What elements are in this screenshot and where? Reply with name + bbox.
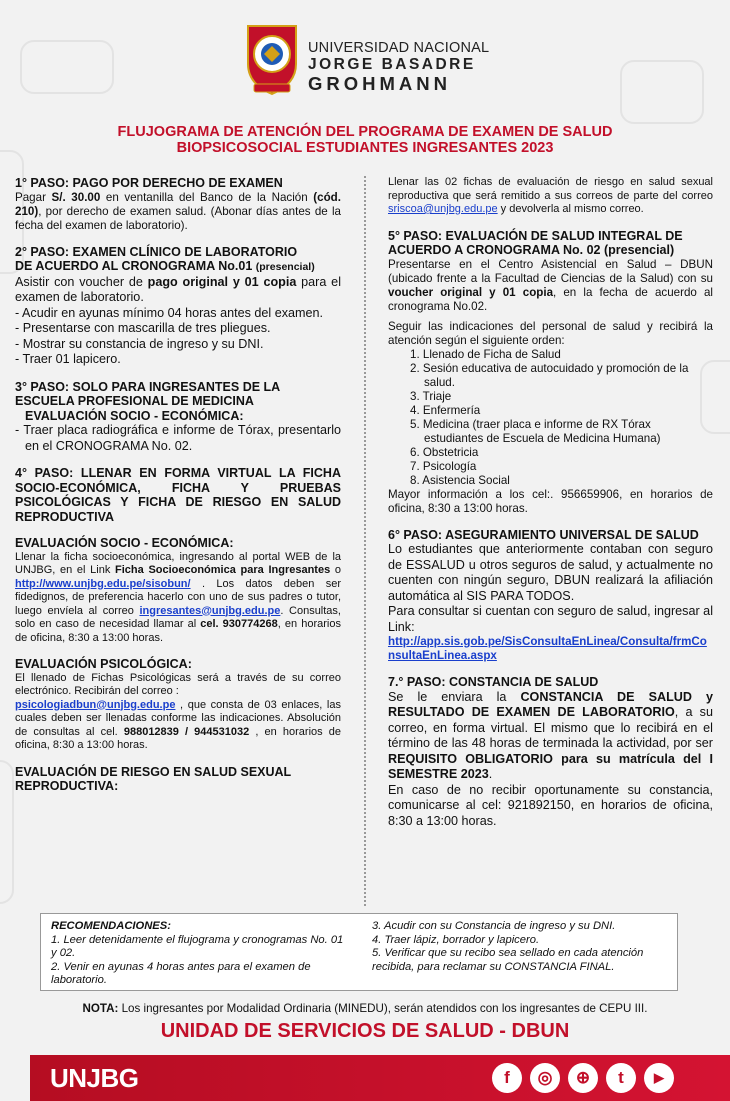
attention-order-list — [388, 348, 713, 488]
recommendations-box — [40, 913, 678, 991]
list-item: 1. Llenado de Ficha de Salud — [410, 347, 561, 361]
step-3-subheading: EVALUACIÓN SOCIO - ECONÓMICA: — [25, 408, 244, 423]
psicologia-email-link[interactable]: psicologiadbun@unjbg.edu.pe — [15, 698, 176, 711]
sriscoa-email-link[interactable]: sriscoa@unjbg.edu.pe — [388, 203, 498, 215]
sisobun-link[interactable]: http://www.unjbg.edu.pe/sisobun/ — [15, 577, 191, 590]
brand-logo: UNJBG — [50, 1063, 139, 1093]
step-4: 4° PASO: LLENAR EN FORMA VIRTUAL LA FICHA SOCIO-ECONÓMICA, FICHA Y PRUEBAS PSICOLÓGICAS Y FICHA DE RIESGO EN SALUD REPRODUCTIVA EVALUACIÓN SOCIO - ECONÓMICA: Llenar la ficha socioeconómica, ingresando al portal WEB de la UNJBG, en el Link Ficha Socioeconómica para Ingresantes o http://www.unjbg.edu.pe/sisobun/ . Los datos deben ser fidedignos, de preferencia hacerlo con uno de sus padres o tutor, luego envíela al correo ingresantes@unjbg.edu.pe. Consultas, solo en caso de necesidad llamar al cel. 930774268, en horarios de oficina, 8:30 a 13:00 horas. EVALUACIÓN PSICOLÓGICA: El llenado de Fichas Psicológicas será a través de su correo electrónico. Recibirán del correo : psicologiadbun@unjbg.edu.pe , que consta de 03 enlaces, las cuales deben ser llenadas conforme las indicaciones. Absolución de consultas al cel. 988012839 / 944531032 , en horarios de oficina, 8:30 a 13:00 horas. EVALUACIÓN DE RIESGO EN SALUD SEXUAL REPRODUCTIVA: — [15, 466, 341, 793]
sexual-risk-heading: EVALUACIÓN DE RIESGO EN SALUD SEXUAL REPRODUCTIVA: — [15, 764, 291, 793]
list-item: 4. Traer lápiz, borrador y lapicero. — [372, 933, 540, 946]
university-name-line3: GROHMANN — [308, 73, 451, 94]
step-7-heading: 7.° PASO: CONSTANCIA DE SALUD — [388, 675, 599, 689]
ingresantes-email-link[interactable]: ingresantes@unjbg.edu.pe — [139, 604, 281, 617]
list-item: 3. Acudir con su Constancia de ingreso y su DNI. — [372, 920, 616, 932]
list-item: 2. Sesión educativa de autocuidado y promoción de la salud. — [410, 361, 689, 389]
twitter-icon[interactable]: t — [606, 1063, 636, 1093]
step-2: 2° PASO: EXAMEN CLÍNICO DE LABORATORIO DE ACUERDO AL CRONOGRAMA No.01 (presencial) Asistir con voucher de pago original y 01 copia para el examen de laboratorio. - Acudir en ayunas mínimo 04 horas antes del examen. - Presentarse con mascarilla de tres pliegues. - Mostrar su constancia de ingreso y su DNI. - Traer 01 lapicero. — [15, 244, 341, 366]
step-3 — [15, 380, 341, 455]
instagram-icon[interactable]: ◎ — [530, 1063, 560, 1093]
note: NOTA: Los ingresantes por Modalidad Ordinaria (MINEDU), serán atendidos con los ingresantes de CEPU III. — [82, 1002, 648, 1015]
list-item: - Traer 01 lapicero. — [15, 352, 121, 366]
list-item: 3. Triaje — [410, 389, 452, 403]
list-item: 6. Obstetricia — [410, 445, 479, 459]
university-name-line2: JORGE BASADRE — [308, 56, 476, 73]
list-item: 1. Leer detenidamente el flujograma y cronogramas No. 01 y 02. — [51, 933, 344, 959]
university-header — [240, 20, 500, 100]
web-icon[interactable]: ⊕ — [568, 1063, 598, 1093]
socio-economic-heading: EVALUACIÓN SOCIO - ECONÓMICA: — [15, 536, 234, 550]
list-item: 5. Verificar que su recibo sea sellado en cada atención recibida, para reclamar su CONSTANCIA FINAL. — [372, 947, 644, 973]
psychological-heading: EVALUACIÓN PSICOLÓGICA: — [15, 657, 192, 671]
unit-name: UNIDAD DE SERVICIOS DE SALUD - DBUN — [160, 1020, 570, 1042]
right-column — [388, 176, 713, 829]
recommendations-heading: RECOMENDACIONES: — [51, 920, 171, 932]
list-item: 7. Psicología — [410, 459, 477, 473]
footer-bar — [30, 1055, 730, 1101]
step-3-heading: 3° PASO: SOLO PARA INGRESANTES DE LA ESCUELA PROFESIONAL DE MEDICINA — [15, 379, 281, 408]
step-4-heading: 4° PASO: LLENAR EN FORMA VIRTUAL LA FICHA SOCIO-ECONÓMICA, FICHA Y PRUEBAS PSICOLÓGICAS Y FICHA DE RIESGO EN SALUD REPRODUCTIVA — [15, 466, 341, 524]
list-item: 4. Enfermería — [410, 403, 481, 417]
step-5-heading: 5° PASO: EVALUACIÓN DE SALUD INTEGRAL DE ACUERDO A CRONOGRAMA No. 02 (presencial) — [388, 228, 683, 257]
step-6-heading: 6° PASO: ASEGURAMIENTO UNIVERSAL DE SALUD — [388, 527, 699, 542]
list-item: - Mostrar su constancia de ingreso y su DNI. — [15, 336, 264, 351]
step-5: 5° PASO: EVALUACIÓN DE SALUD INTEGRAL DE ACUERDO A CRONOGRAMA No. 02 (presencial) Presentarse en el Centro Asistencial en Salud – DBUN (ubicado frente a la Facultad de Ciencias de la Salud) con su voucher original y 01 copia, en la fecha de acuerdo al cronograma No.02. Seguir las indicaciones del personal de salud y recibirá la atención según el siguiente orden: 1. Llenado de Ficha de Salud 2. Sesión educativa de autocuidado y promoción de la salud. 3. Triaje 4. Enfermería 5. Medicina (traer placa e informe de RX Tórax estudiantes de Escuela de Medicina Humana) 6. Obstetricia 7. Psicología 8. Asistencia Social Mayor información a los cel:. 956659906, en horarios de oficina, 8:30 a 13:00 horas. — [388, 228, 713, 515]
university-seal-icon — [240, 20, 304, 96]
left-column — [15, 176, 341, 794]
university-name-line1: UNIVERSIDAD NACIONAL — [308, 40, 490, 56]
youtube-icon[interactable]: ▶ — [644, 1063, 674, 1093]
list-item: 2. Venir en ayunas 4 horas antes para el examen de laboratorio. — [51, 960, 311, 986]
sexual-risk-text: Llenar las 02 fichas de evaluación de riesgo en salud sexual reproductiva que será remitido a sus correos de parte del correo sriscoa@unjbg.edu.pe y devolverla al mismo correo. — [388, 176, 713, 215]
sis-consulta-link[interactable]: http://app.sis.gob.pe/SisConsultaEnLinea/Consulta/frmConsultaEnLinea.aspx — [388, 635, 707, 662]
list-item: - Acudir en ayunas mínimo 04 horas antes del examen. — [15, 305, 324, 320]
list-item: - Traer placa radiográfica e informe de Tórax, presentarlo en el CRONOGRAMA No. 02. — [15, 423, 341, 453]
step-1: 1° PASO: PAGO POR DERECHO DE EXAMEN Pagar S/. 30.00 en ventanilla del Banco de la Nación (cód. 210), por derecho de examen salud. (Abonar días antes de la fecha del examen de laboratorio). — [15, 176, 341, 232]
step-1-heading: 1° PASO: PAGO POR DERECHO DE EXAMEN — [15, 176, 283, 190]
list-item: 5. Medicina (traer placa e informe de RX Tórax estudiantes de Escuela de Medicina Humana) — [410, 417, 661, 445]
list-item: 8. Asistencia Social — [410, 473, 510, 487]
column-divider — [364, 176, 366, 906]
facebook-icon[interactable]: f — [492, 1063, 522, 1093]
list-item: - Presentarse con mascarilla de tres pliegues. — [15, 321, 271, 335]
step-6: 6° PASO: ASEGURAMIENTO UNIVERSAL DE SALUD Lo estudiantes que anteriormente contaban con seguro de ESSALUD u otros seguros de salud, y actualmente no cuenten con ningún seguro, DBUN realizará la afiliación automática al SIS PARA TODOS. Para consultar si cuentan con seguro de salud, ingresar al Link: http://app.sis.gob.pe/SisConsultaEnLinea/Consulta/frmConsultaEnLinea.aspx — [388, 527, 713, 662]
step-2-heading: 2° PASO: EXAMEN CLÍNICO DE LABORATORIO DE ACUERDO AL CRONOGRAMA No.01 (presencial) — [15, 244, 315, 273]
step-7: 7.° PASO: CONSTANCIA DE SALUD Se le enviara la CONSTANCIA DE SALUD y RESULTADO DE EXAMEN DE LABORATORIO, a su correo, en forma virtual. El mismo que lo recibirá en el término de las 48 horas de terminada la actividad, por ser REQUISITO OBLIGATORIO para su matrícula del I SEMESTRE 2023. En caso de no recibir oportunamente su constancia, comunicarse al cel: 921892150, en horarios de oficina, 8:30 a 13:00 horas. — [388, 675, 713, 828]
document-title: FLUJOGRAMA DE ATENCIÓN DEL PROGRAMA DE EXAMEN DE SALUD BIOPSICOSOCIAL ESTUDIANTES INGRESANTES 2023 — [117, 124, 613, 156]
